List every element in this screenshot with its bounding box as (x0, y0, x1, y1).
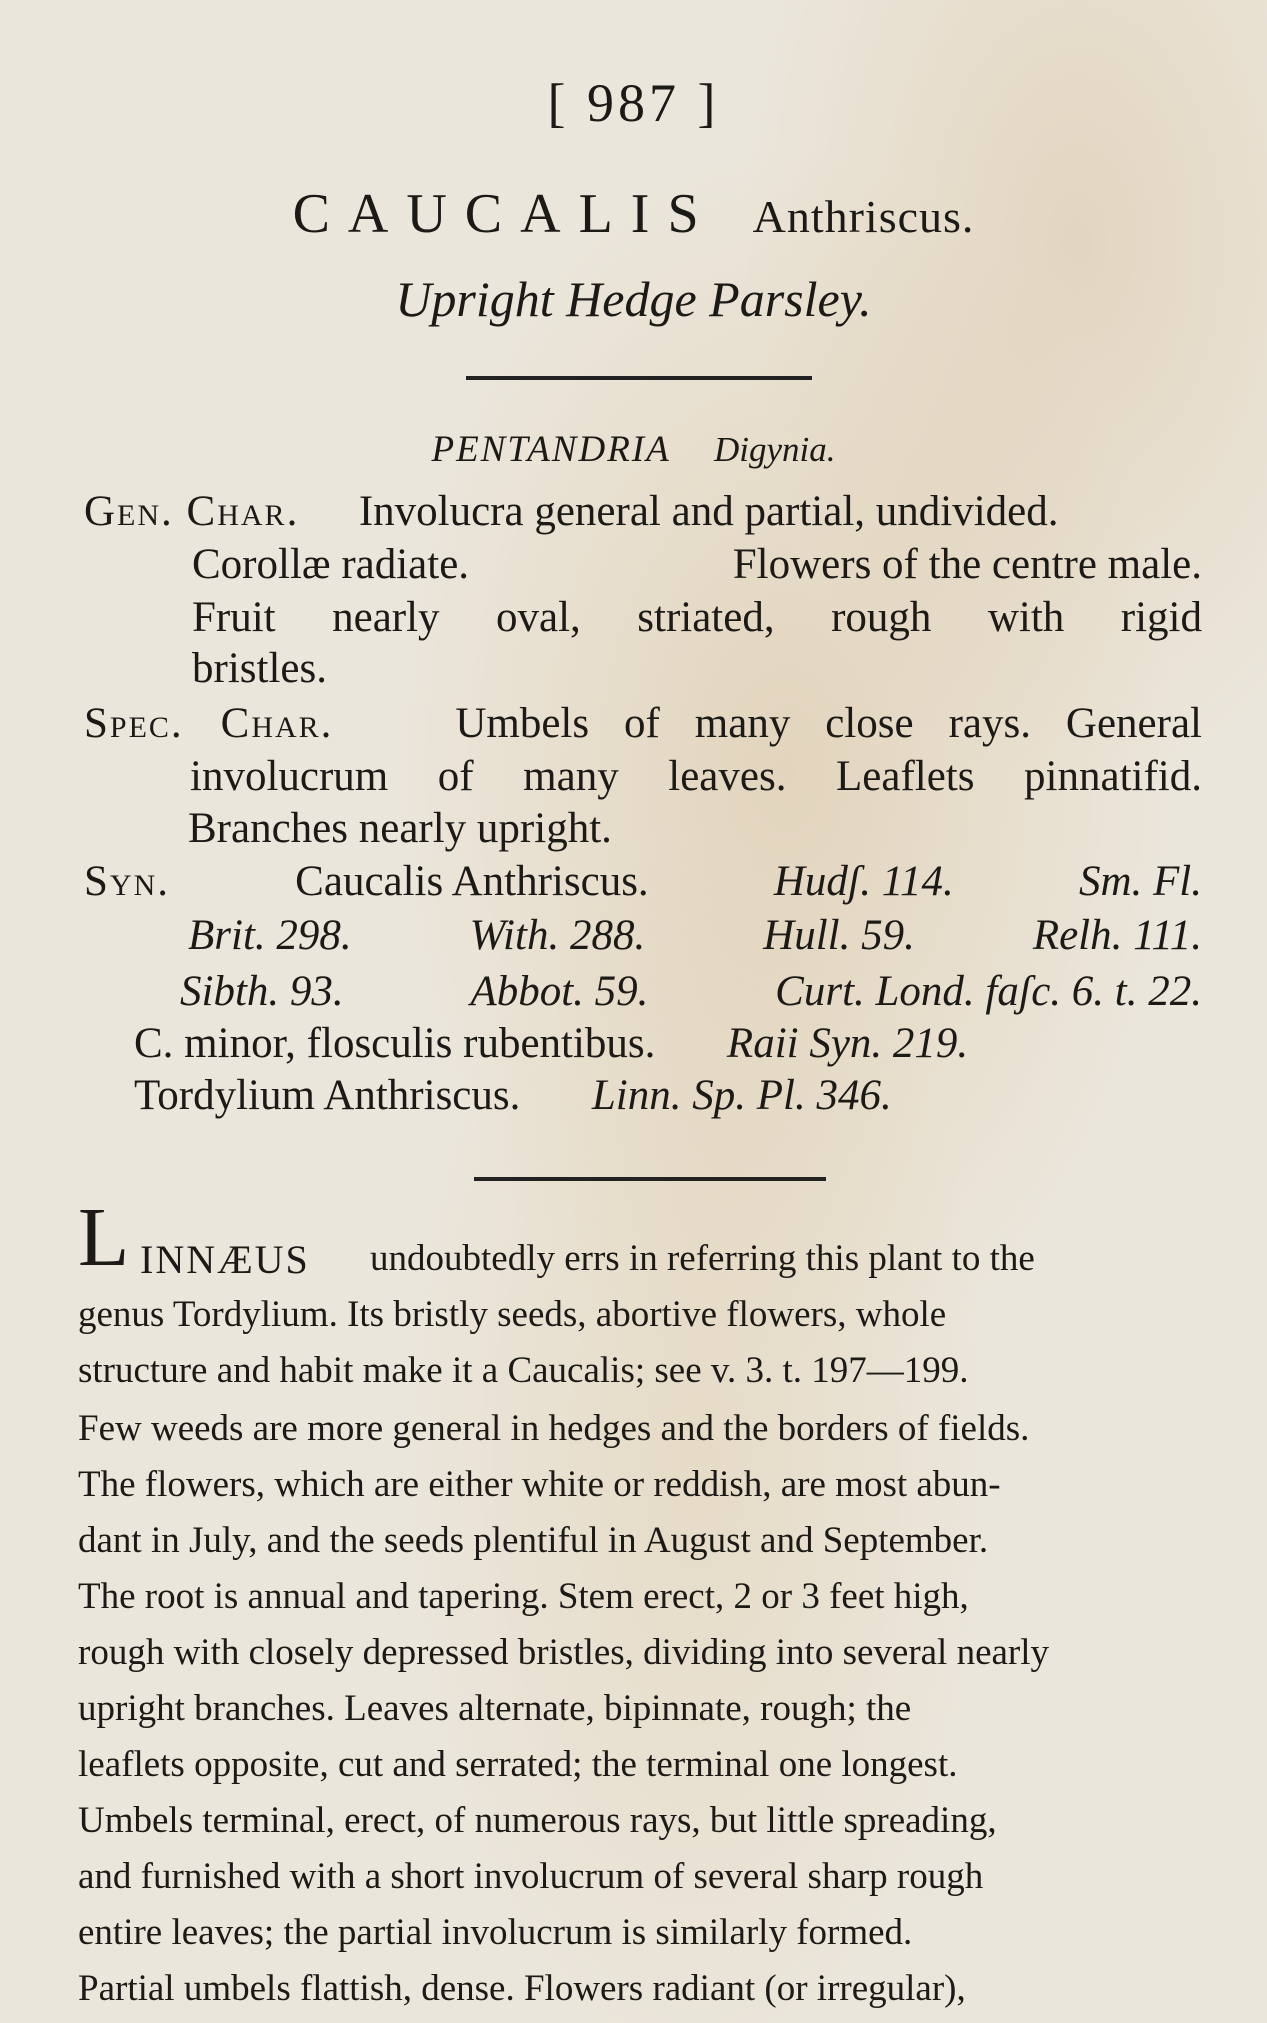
body-line: leaflets opposite, cut and serrated; the terminal one longest. (78, 1744, 958, 1785)
gen-char-label: Gen. Char. (84, 488, 300, 535)
body-line: and furnished with a short involucrum of several sharp rough (78, 1856, 984, 1897)
gen-char-line-4: bristles. (192, 645, 327, 692)
gen-char-text: Involucra general and partial, undivided. (358, 488, 1059, 535)
body-line: upright branches. Leaves alternate, bipinnate, rough; the (78, 1688, 912, 1729)
class-name: PENTANDRIA (431, 429, 671, 470)
species-name: Anthriscus. (752, 191, 975, 242)
body-line: dant in July, and the seeds plentiful in August and September. (78, 1520, 989, 1561)
spec-char-line-2: involucrum of many leaves. Leaflets pinnatifid. (190, 753, 1202, 800)
body-line: Partial umbels flattish, dense. Flowers radiant (or irregular), (78, 1968, 966, 2009)
order-name: Digynia. (713, 430, 836, 469)
body-line: The flowers, which are either white or reddish, are most abun- (78, 1464, 1001, 1505)
body-line: The root is annual and tapering. Stem erect, 2 or 3 feet high, (78, 1576, 969, 1617)
gen-char-line-3: Fruit nearly oval, striated, rough with rigid (192, 594, 1202, 641)
body-line: undoubtedly errs in referring this plant to the (370, 1238, 1035, 1279)
spec-char-line-3: Branches nearly upright. (188, 805, 612, 852)
syn-line-5: Tordylium Anthriscus. Linn. Sp. Pl. 346. (134, 1072, 892, 1119)
species-title (0, 182, 1267, 246)
syn-line-3: Sibth. 93. Abbot. 59. Curt. Lond. faʃc. 6. t. 22. (180, 968, 1202, 1015)
body-line: structure and habit make it a Caucalis; see v. 3. t. 197—199. (78, 1350, 969, 1391)
body-line: entire leaves; the partial involucrum is similarly formed. (78, 1912, 913, 1953)
body-line: Umbels terminal, erect, of numerous rays, but little spreading, (78, 1800, 997, 1841)
syn-line-4: C. minor, flosculis rubentibus. Raii Syn. 219. (134, 1020, 969, 1067)
spec-char-label: Spec. Char. (84, 700, 334, 747)
page-number: [ 987 ] (547, 73, 720, 133)
drop-cap: L (78, 1191, 130, 1284)
gen-char-line-2: Corollæ radiate. Flowers of the centre male. (192, 541, 1202, 588)
genus-name: CAUCALIS (292, 183, 717, 245)
linnaean-classification (0, 428, 1267, 471)
divider-rule (474, 1177, 826, 1181)
body-line: Few weeds are more general in hedges and the borders of fields. (78, 1408, 1030, 1449)
syn-line-2: Brit. 298. With. 288. Hull. 59. Relh. 111. (188, 912, 1202, 959)
gen-char-line-1 (84, 490, 1059, 533)
spec-char-line-1: Spec. Char. Umbels of many close rays. General (84, 700, 1202, 747)
syn-line-1: Syn. Caucalis Anthriscus. Hudʃ. 114. Sm. Fl. (84, 858, 1202, 905)
body-line: rough with closely depressed bristles, dividing into several nearly (78, 1632, 1050, 1673)
body-line: genus Tordylium. Its bristly seeds, abortive flowers, whole (78, 1294, 947, 1335)
divider-rule (466, 376, 812, 380)
syn-label: Syn. (84, 858, 170, 905)
first-word: INNÆUS (140, 1237, 310, 1282)
common-name: Upright Hedge Parsley. (395, 271, 872, 327)
